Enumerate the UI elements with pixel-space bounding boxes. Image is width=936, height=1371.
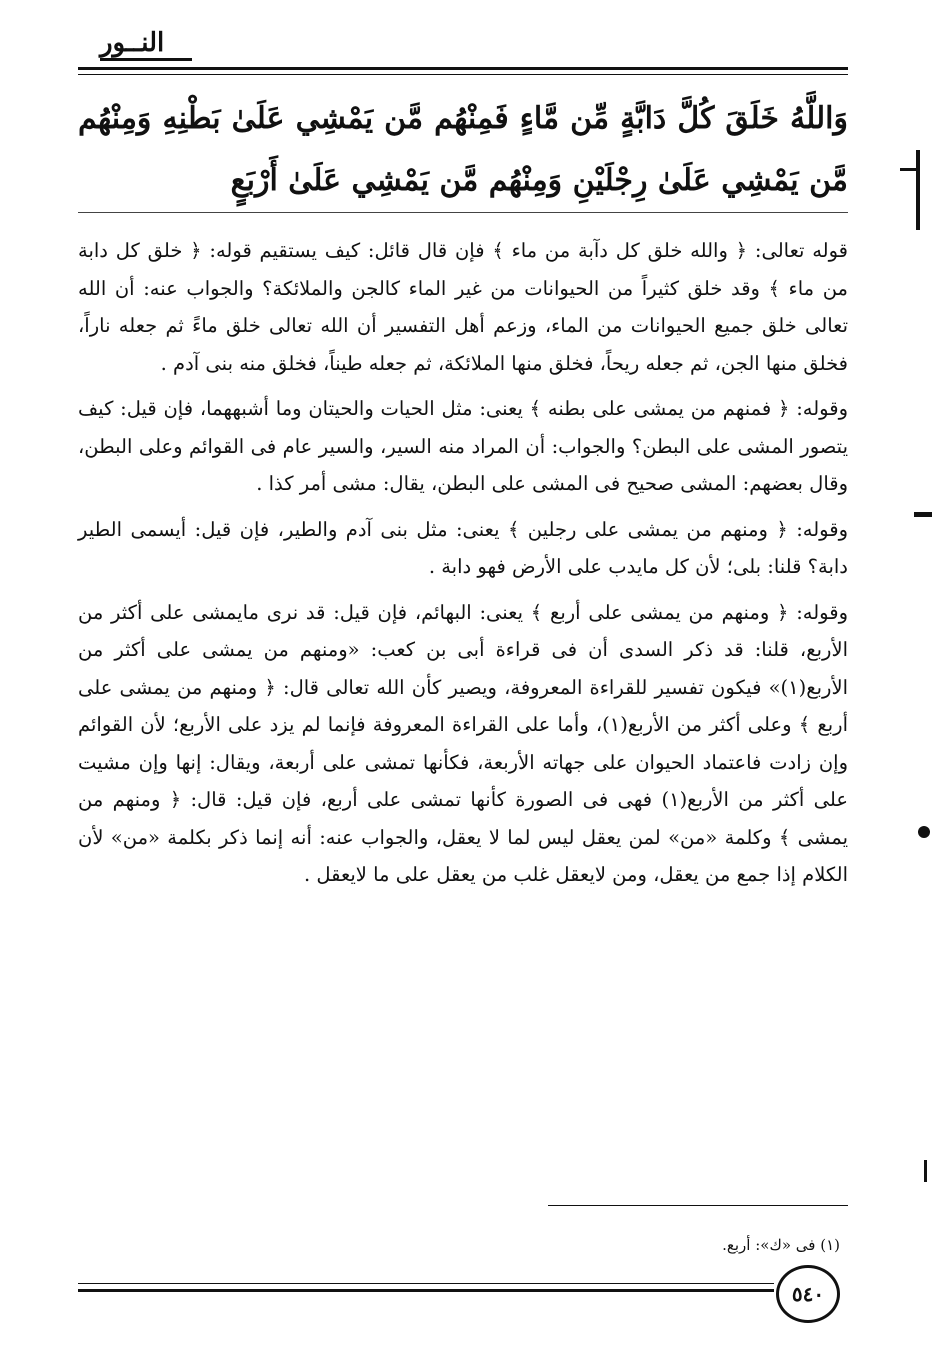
footnote-separator xyxy=(548,1205,848,1206)
scan-edge-mark xyxy=(924,1160,927,1182)
commentary-paragraph: وقوله: ﴿ ومنهم من يمشى على رجلين ﴾ يعنى: مثل بنى آدم والطير، فإن قيل: أيسمى الطير دابة؟ قلنا: بلى؛ لأن كل مايدب على الأرض فهو دابة . xyxy=(78,517,848,578)
scan-edge-mark xyxy=(900,168,920,171)
page-number-badge xyxy=(776,1265,840,1323)
scan-edge-mark xyxy=(918,826,930,838)
verse-separator xyxy=(78,212,848,213)
scan-edge-mark xyxy=(916,150,920,230)
commentary-paragraph: قوله تعالى: ﴿ والله خلق كل دآبة من ماء ﴾ فإن قال قائل: كيف يستقيم قوله: ﴿ خلق كل دابة من ماء ﴾ وقد خلق كثيراً من الحيوانات من غير الماء كالجن والملائكة؟ والجواب عنه: أن الله تعالى خلق جميع الحيوانات من الماء، وزعم أهل التفسير أن الله تعالى خلق ماءً ثم جعله ناراً، فخلق منها الجن، ثم جعله ريحاً، فخلق منها الملائكة، ثم جعله طيناً، فخلق منه بنى آدم . xyxy=(78,239,848,375)
scan-edge-mark xyxy=(914,512,932,517)
header-underline xyxy=(100,58,192,61)
commentary-body xyxy=(78,232,848,902)
page-number: ٥٤٠ xyxy=(791,1282,825,1306)
commentary-paragraph: وقوله: ﴿ فمنهم من يمشى على بطنه ﴾ يعنى: مثل الحيات والحيتان وما أشبههما، فإن قيل: كيف يتصور المشى على البطن؟ والجواب: أن المراد منه السير، والسير عام فى القوائم وعلى البطن، وقال بعضهم: المشى صحيح فى المشى على البطن، يقال: مشى أمر كذا . xyxy=(78,397,848,495)
footnote: (١) فى «ك»: أربع. xyxy=(722,1236,840,1254)
running-header-surah-name: النــور xyxy=(100,28,165,58)
quran-verse: وَاللَّهُ خَلَقَ كُلَّ دَابَّةٍ مِّن مَّاءٍ فَمِنْهُم مَّن يَمْشِي عَلَىٰ بَطْنِهِ وَمِنْهُم مَّن يَمْشِي عَلَىٰ رِجْلَيْنِ وَمِنْهُم مَّن يَمْشِي عَلَىٰ أَرْبَعٍ xyxy=(78,101,848,198)
header-rule-thin xyxy=(78,74,848,75)
footer-rule-thin xyxy=(78,1283,774,1284)
footer-rule-thick xyxy=(78,1289,774,1292)
commentary-paragraph: وقوله: ﴿ ومنهم من يمشى على أربع ﴾ يعنى: البهائم، فإن قيل: قد نرى مايمشى على أكثر من الأربع، قلنا: قد ذكر السدى أن فى قراءة أبى بن كعب: «ومنهم من يمشى على أكثر من الأربع(١)» فيكون تفسير للقراءة المعروفة، ويصير كأن الله تعالى قال: ﴿ ومنهم من يمشى على أربع ﴾ وعلى أكثر من الأربع(١)، وأما على القراءة المعروفة فإنما لم يزد على الأربع؛ لأن القوائم وإن زادت فاعتماد الحيوان على جهاته الأربعة، فكأنها تمشى على أربعة، ويقال: إنها وإن مشيت على أكثر من الأربع(١) فهى فى الصورة كأنها تمشى على أربع، فإن قيل: قال: ﴿ ومنهم من يمشى ﴾ وكلمة «من» لمن يعقل ليس لما لا يعقل، والجواب عنه: أنه إنما ذكر بكلمة «من» لأن الكلام إذا جمع من يعقل، ومن لايعقل غلب من يعقل على ما لايعقل . xyxy=(78,600,848,886)
header-rule-thick xyxy=(78,67,848,70)
